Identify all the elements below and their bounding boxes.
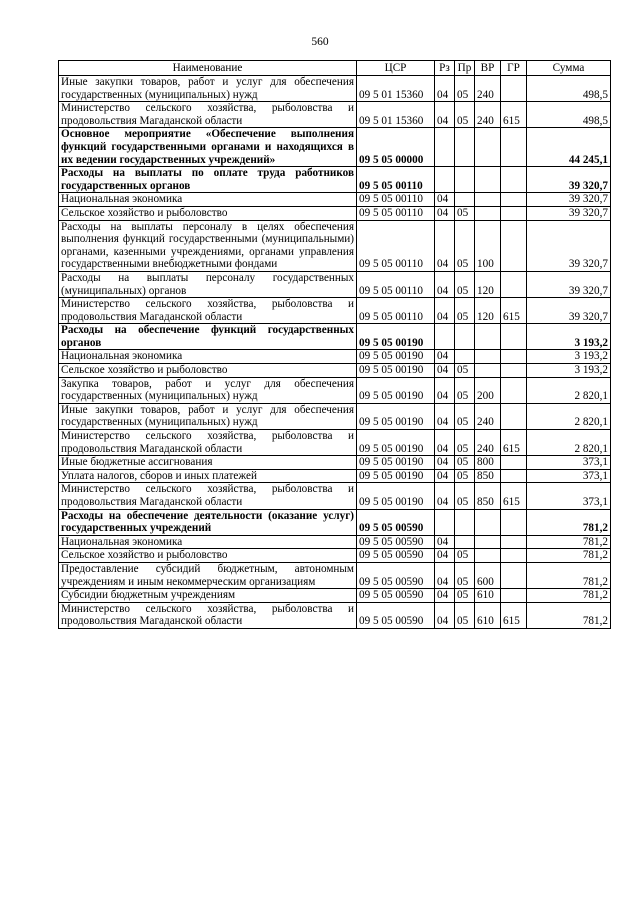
cell-csr: 09 5 05 00190 [357,430,435,456]
cell-name: Национальная экономика [59,193,357,207]
cell-name: Сельское хозяйство и рыболовство [59,206,357,220]
cell-name: Уплата налогов, сборов и иных платежей [59,469,357,483]
cell-sum: 3 193,2 [527,324,611,350]
cell-sum: 498,5 [527,102,611,128]
cell-pr: 05 [455,102,475,128]
cell-gr [501,324,527,350]
header-csr: ЦСР [357,61,435,76]
cell-csr: 09 5 01 15360 [357,76,435,102]
cell-gr [501,509,527,535]
cell-name: Сельское хозяйство и рыболовство [59,549,357,563]
cell-sum: 498,5 [527,76,611,102]
cell-vr [475,167,501,193]
cell-csr: 09 5 05 00110 [357,271,435,297]
cell-rz [435,324,455,350]
cell-pr: 05 [455,602,475,628]
cell-pr: 05 [455,377,475,403]
cell-pr [455,324,475,350]
cell-csr: 09 5 05 00190 [357,483,435,509]
cell-name: Иные закупки товаров, работ и услуг для обеспечения государственных (муниципальных) нужд [59,403,357,429]
cell-rz: 04 [435,350,455,364]
cell-name: Министерство сельского хозяйства, рыболовства и продовольствия Магаданской области [59,102,357,128]
cell-vr [475,364,501,378]
cell-name: Министерство сельского хозяйства, рыболовства и продовольствия Магаданской области [59,602,357,628]
cell-gr [501,589,527,603]
cell-pr: 05 [455,430,475,456]
table-row [59,364,611,378]
cell-sum: 373,1 [527,469,611,483]
cell-gr [501,220,527,271]
cell-gr [501,549,527,563]
cell-name: Расходы на обеспечение функций государственных органов [59,324,357,350]
cell-gr [501,350,527,364]
cell-csr: 09 5 05 00190 [357,456,435,470]
cell-sum: 373,1 [527,456,611,470]
cell-rz: 04 [435,377,455,403]
cell-sum: 781,2 [527,602,611,628]
cell-sum: 2 820,1 [527,403,611,429]
cell-rz: 04 [435,602,455,628]
cell-pr: 05 [455,364,475,378]
cell-pr: 05 [455,562,475,588]
cell-csr: 09 5 05 00110 [357,206,435,220]
cell-gr: 615 [501,483,527,509]
cell-vr [475,193,501,207]
table-row [59,324,611,350]
cell-rz [435,167,455,193]
cell-pr: 05 [455,220,475,271]
cell-name: Сельское хозяйство и рыболовство [59,364,357,378]
cell-csr: 09 5 05 00590 [357,549,435,563]
cell-gr [501,76,527,102]
cell-sum: 781,2 [527,535,611,549]
cell-pr [455,167,475,193]
cell-csr: 09 5 05 00590 [357,602,435,628]
cell-gr [501,271,527,297]
cell-gr [501,562,527,588]
cell-csr: 09 5 05 00590 [357,562,435,588]
cell-csr: 09 5 05 00190 [357,350,435,364]
table-row [59,350,611,364]
cell-name: Министерство сельского хозяйства, рыболовства и продовольствия Магаданской области [59,430,357,456]
cell-rz: 04 [435,562,455,588]
cell-rz [435,128,455,167]
table-row [59,220,611,271]
cell-sum: 2 820,1 [527,377,611,403]
cell-vr: 850 [475,469,501,483]
cell-csr: 09 5 05 00110 [357,167,435,193]
header-gr: ГР [501,61,527,76]
table-row [59,298,611,324]
table-row [59,602,611,628]
cell-rz: 04 [435,206,455,220]
cell-sum: 3 193,2 [527,364,611,378]
header-name: Наименование [59,61,357,76]
cell-sum: 781,2 [527,562,611,588]
cell-sum: 39 320,7 [527,193,611,207]
cell-name: Министерство сельского хозяйства, рыболовства и продовольствия Магаданской области [59,298,357,324]
table-row [59,193,611,207]
cell-sum: 39 320,7 [527,206,611,220]
cell-name: Национальная экономика [59,350,357,364]
cell-rz: 04 [435,403,455,429]
cell-csr: 09 5 05 00190 [357,377,435,403]
cell-pr: 05 [455,469,475,483]
header-sum: Сумма [527,61,611,76]
cell-sum: 373,1 [527,483,611,509]
table-row [59,167,611,193]
header-vr: ВР [475,61,501,76]
cell-sum: 3 193,2 [527,350,611,364]
cell-rz: 04 [435,271,455,297]
cell-sum: 781,2 [527,509,611,535]
cell-vr: 850 [475,483,501,509]
cell-pr [455,509,475,535]
cell-name: Иные закупки товаров, работ и услуг для обеспечения государственных (муниципальных) нужд [59,76,357,102]
cell-vr [475,324,501,350]
cell-gr [501,403,527,429]
cell-vr: 100 [475,220,501,271]
cell-gr: 615 [501,602,527,628]
cell-vr: 600 [475,562,501,588]
table-row [59,509,611,535]
cell-name: Основное мероприятие «Обеспечение выполнения функций государственными органами и находящихся в их ведении государственных учреждений» [59,128,357,167]
cell-csr: 09 5 05 00190 [357,324,435,350]
cell-csr: 09 5 05 00190 [357,403,435,429]
cell-vr: 240 [475,76,501,102]
cell-sum: 2 820,1 [527,430,611,456]
page-number: 560 [311,36,329,48]
cell-sum: 781,2 [527,589,611,603]
table-row [59,403,611,429]
cell-pr: 05 [455,76,475,102]
cell-pr: 05 [455,549,475,563]
cell-csr: 09 5 05 00590 [357,509,435,535]
cell-sum: 39 320,7 [527,298,611,324]
cell-vr: 200 [475,377,501,403]
cell-vr [475,549,501,563]
cell-csr: 09 5 05 00590 [357,535,435,549]
table-row [59,430,611,456]
cell-name: Расходы на выплаты по оплате труда работников государственных органов [59,167,357,193]
cell-gr [501,535,527,549]
header-pr: Пр [455,61,475,76]
cell-sum: 44 245,1 [527,128,611,167]
cell-rz: 04 [435,589,455,603]
cell-csr: 09 5 05 00110 [357,220,435,271]
cell-name: Национальная экономика [59,535,357,549]
cell-name: Предоставление субсидий бюджетным, автономным учреждениям и иным некоммерческим организациям [59,562,357,588]
cell-rz: 04 [435,535,455,549]
table-header-row [59,61,611,76]
table-row [59,469,611,483]
cell-vr [475,350,501,364]
table-row [59,562,611,588]
cell-name: Министерство сельского хозяйства, рыболовства и продовольствия Магаданской области [59,483,357,509]
cell-gr [501,193,527,207]
cell-name: Иные бюджетные ассигнования [59,456,357,470]
cell-rz: 04 [435,298,455,324]
cell-pr: 05 [455,271,475,297]
cell-gr [501,128,527,167]
cell-pr: 05 [455,456,475,470]
cell-csr: 09 5 05 00190 [357,469,435,483]
cell-vr: 240 [475,403,501,429]
cell-rz: 04 [435,456,455,470]
cell-vr: 240 [475,430,501,456]
cell-rz: 04 [435,549,455,563]
table-row [59,377,611,403]
cell-gr [501,469,527,483]
header-rz: Рз [435,61,455,76]
cell-csr: 09 5 01 15360 [357,102,435,128]
table-row [59,456,611,470]
cell-vr [475,509,501,535]
cell-pr [455,535,475,549]
cell-vr: 240 [475,102,501,128]
cell-pr: 05 [455,206,475,220]
cell-name: Расходы на обеспечение деятельности (оказание услуг) государственных учреждений [59,509,357,535]
cell-pr [455,128,475,167]
cell-gr: 615 [501,430,527,456]
cell-gr [501,377,527,403]
cell-gr [501,456,527,470]
cell-rz: 04 [435,430,455,456]
cell-vr: 800 [475,456,501,470]
cell-rz: 04 [435,483,455,509]
cell-pr [455,350,475,364]
cell-gr: 615 [501,102,527,128]
cell-sum: 781,2 [527,549,611,563]
cell-vr [475,535,501,549]
table-body [59,76,611,629]
cell-gr [501,364,527,378]
table-row [59,76,611,102]
cell-vr [475,128,501,167]
cell-sum: 39 320,7 [527,167,611,193]
cell-rz: 04 [435,193,455,207]
cell-rz: 04 [435,364,455,378]
table-row [59,483,611,509]
table-row [59,549,611,563]
cell-pr [455,193,475,207]
cell-vr [475,206,501,220]
cell-name: Расходы на выплаты персоналу государственных (муниципальных) органов [59,271,357,297]
cell-gr: 615 [501,298,527,324]
cell-name: Расходы на выплаты персоналу в целях обеспечения выполнения функций государственными (муниципальными) органами, казенными учреждениями, органами управления государственными внебюджетными фондами [59,220,357,271]
budget-table [58,60,611,629]
cell-vr: 120 [475,271,501,297]
table-row [59,271,611,297]
cell-vr: 120 [475,298,501,324]
table-row [59,535,611,549]
cell-rz: 04 [435,76,455,102]
cell-pr: 05 [455,483,475,509]
cell-sum: 39 320,7 [527,271,611,297]
cell-rz: 04 [435,102,455,128]
cell-gr [501,167,527,193]
cell-rz: 04 [435,469,455,483]
cell-csr: 09 5 05 00000 [357,128,435,167]
cell-sum: 39 320,7 [527,220,611,271]
cell-csr: 09 5 05 00110 [357,193,435,207]
cell-vr: 610 [475,589,501,603]
table-row [59,102,611,128]
cell-name: Субсидии бюджетным учреждениям [59,589,357,603]
cell-csr: 09 5 05 00190 [357,364,435,378]
cell-pr: 05 [455,403,475,429]
cell-csr: 09 5 05 00110 [357,298,435,324]
cell-rz [435,509,455,535]
cell-csr: 09 5 05 00590 [357,589,435,603]
cell-pr: 05 [455,298,475,324]
table-row [59,206,611,220]
cell-name: Закупка товаров, работ и услуг для обеспечения государственных (муниципальных) нужд [59,377,357,403]
table-row [59,589,611,603]
cell-vr: 610 [475,602,501,628]
cell-gr [501,206,527,220]
cell-pr: 05 [455,589,475,603]
cell-rz: 04 [435,220,455,271]
table-row [59,128,611,167]
